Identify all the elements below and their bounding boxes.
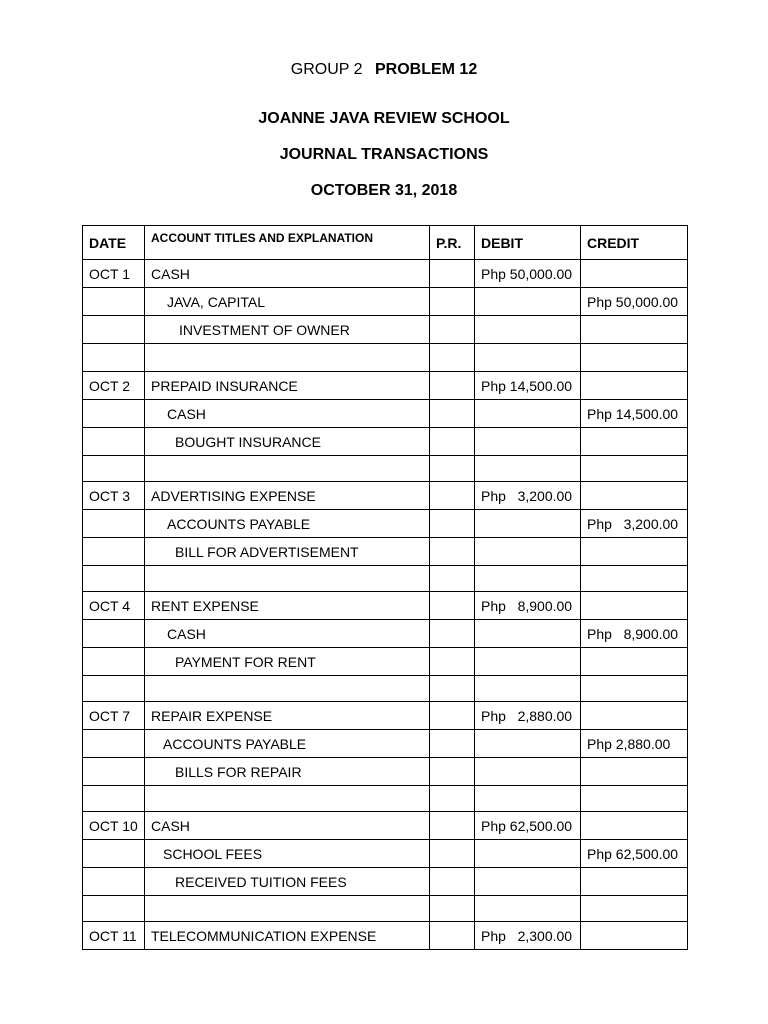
cell-account: BILL FOR ADVERTISEMENT — [145, 538, 430, 566]
cell-date: OCT 4 — [83, 592, 145, 620]
cell-credit: Php 50,000.00 — [581, 288, 688, 316]
cell-pr — [430, 896, 475, 922]
table-row — [83, 566, 688, 592]
cell-credit — [581, 538, 688, 566]
table-row — [83, 316, 688, 344]
cell-debit: Php 2,880.00 — [475, 702, 581, 730]
cell-account: RECEIVED TUITION FEES — [145, 868, 430, 896]
cell-account: ACCOUNTS PAYABLE — [145, 730, 430, 758]
table-header-row — [83, 226, 688, 260]
cell-account: BILLS FOR REPAIR — [145, 758, 430, 786]
cell-date — [83, 428, 145, 456]
cell-pr — [430, 812, 475, 840]
cell-credit: Php 2,880.00 — [581, 730, 688, 758]
cell-account: CASH — [145, 400, 430, 428]
cell-account — [145, 456, 430, 482]
table-row — [83, 702, 688, 730]
cell-debit: Php 3,200.00 — [475, 482, 581, 510]
cell-credit — [581, 482, 688, 510]
cell-pr — [430, 758, 475, 786]
cell-account: PREPAID INSURANCE — [145, 372, 430, 400]
cell-debit — [475, 456, 581, 482]
cell-credit — [581, 648, 688, 676]
cell-pr — [430, 288, 475, 316]
cell-pr — [430, 702, 475, 730]
cell-pr — [430, 620, 475, 648]
cell-debit: Php 8,900.00 — [475, 592, 581, 620]
cell-pr — [430, 510, 475, 538]
cell-date — [83, 786, 145, 812]
cell-pr — [430, 676, 475, 702]
cell-account — [145, 566, 430, 592]
journal-table — [82, 225, 688, 950]
cell-credit — [581, 456, 688, 482]
cell-date — [83, 316, 145, 344]
cell-account — [145, 896, 430, 922]
cell-debit: Php 50,000.00 — [475, 260, 581, 288]
cell-debit — [475, 730, 581, 758]
cell-pr — [430, 456, 475, 482]
group-label: GROUP 2 — [290, 61, 363, 78]
cell-credit — [581, 702, 688, 730]
cell-debit — [475, 676, 581, 702]
cell-debit — [475, 566, 581, 592]
cell-date — [83, 676, 145, 702]
cell-debit — [475, 510, 581, 538]
cell-credit — [581, 316, 688, 344]
cell-date — [83, 896, 145, 922]
cell-debit — [475, 786, 581, 812]
cell-debit: Php 14,500.00 — [475, 372, 581, 400]
table-row — [83, 730, 688, 758]
column-header-pr: P.R. — [430, 226, 475, 260]
cell-pr — [430, 566, 475, 592]
cell-account: BOUGHT INSURANCE — [145, 428, 430, 456]
cell-credit — [581, 868, 688, 896]
cell-debit — [475, 400, 581, 428]
cell-credit: Php 8,900.00 — [581, 620, 688, 648]
cell-account: CASH — [145, 620, 430, 648]
table-row — [83, 812, 688, 840]
table-row — [83, 922, 688, 950]
cell-debit — [475, 344, 581, 372]
cell-credit — [581, 812, 688, 840]
cell-account: CASH — [145, 812, 430, 840]
column-header-account: ACCOUNT TITLES AND EXPLANATION — [145, 226, 430, 260]
table-row — [83, 758, 688, 786]
cell-date — [83, 510, 145, 538]
cell-date — [83, 538, 145, 566]
cell-debit — [475, 428, 581, 456]
cell-account — [145, 786, 430, 812]
table-row — [83, 482, 688, 510]
cell-pr — [430, 840, 475, 868]
table-row — [83, 344, 688, 372]
cell-date: OCT 11 — [83, 922, 145, 950]
cell-credit — [581, 896, 688, 922]
cell-debit — [475, 620, 581, 648]
cell-pr — [430, 316, 475, 344]
cell-credit: Php 3,200.00 — [581, 510, 688, 538]
table-row — [83, 456, 688, 482]
document-title: JOURNAL TRANSACTIONS — [279, 146, 489, 163]
cell-debit: Php 2,300.00 — [475, 922, 581, 950]
table-row — [83, 428, 688, 456]
cell-debit — [475, 288, 581, 316]
cell-date — [83, 648, 145, 676]
cell-account — [145, 676, 430, 702]
cell-credit — [581, 676, 688, 702]
school-name: JOANNE JAVA REVIEW SCHOOL — [258, 110, 510, 127]
group-problem-line — [0, 61, 768, 79]
table-row — [83, 288, 688, 316]
cell-debit — [475, 896, 581, 922]
cell-pr — [430, 868, 475, 896]
cell-date — [83, 840, 145, 868]
journal-body — [83, 260, 688, 950]
cell-credit — [581, 372, 688, 400]
cell-account: TELECOMMUNICATION EXPENSE — [145, 922, 430, 950]
cell-pr — [430, 372, 475, 400]
cell-pr — [430, 922, 475, 950]
cell-credit — [581, 758, 688, 786]
cell-date: OCT 7 — [83, 702, 145, 730]
cell-debit: Php 62,500.00 — [475, 812, 581, 840]
cell-date — [83, 868, 145, 896]
cell-date — [83, 566, 145, 592]
cell-credit — [581, 592, 688, 620]
table-row — [83, 372, 688, 400]
cell-pr — [430, 592, 475, 620]
cell-account: REPAIR EXPENSE — [145, 702, 430, 730]
cell-date — [83, 758, 145, 786]
cell-account: RENT EXPENSE — [145, 592, 430, 620]
column-header-date: DATE — [83, 226, 145, 260]
cell-credit: Php 62,500.00 — [581, 840, 688, 868]
cell-account: CASH — [145, 260, 430, 288]
cell-account: SCHOOL FEES — [145, 840, 430, 868]
table-row — [83, 896, 688, 922]
problem-label: PROBLEM 12 — [374, 61, 478, 78]
cell-pr — [430, 786, 475, 812]
cell-date — [83, 730, 145, 758]
cell-credit — [581, 566, 688, 592]
cell-date — [83, 620, 145, 648]
column-header-debit: DEBIT — [475, 226, 581, 260]
cell-pr — [430, 344, 475, 372]
table-row — [83, 592, 688, 620]
cell-account: ADVERTISING EXPENSE — [145, 482, 430, 510]
cell-account: JAVA, CAPITAL — [145, 288, 430, 316]
cell-pr — [430, 400, 475, 428]
cell-credit — [581, 428, 688, 456]
cell-pr — [430, 730, 475, 758]
cell-pr — [430, 538, 475, 566]
table-row — [83, 840, 688, 868]
table-row — [83, 786, 688, 812]
table-row — [83, 620, 688, 648]
cell-pr — [430, 482, 475, 510]
cell-credit: Php 14,500.00 — [581, 400, 688, 428]
cell-account: PAYMENT FOR RENT — [145, 648, 430, 676]
table-row — [83, 400, 688, 428]
document-date: OCTOBER 31, 2018 — [310, 182, 458, 199]
cell-date: OCT 3 — [83, 482, 145, 510]
cell-debit — [475, 316, 581, 344]
cell-debit — [475, 868, 581, 896]
cell-debit — [475, 648, 581, 676]
cell-debit — [475, 840, 581, 868]
cell-date: OCT 10 — [83, 812, 145, 840]
cell-debit — [475, 538, 581, 566]
cell-pr — [430, 260, 475, 288]
cell-date — [83, 288, 145, 316]
cell-credit — [581, 344, 688, 372]
cell-credit — [581, 922, 688, 950]
cell-date: OCT 1 — [83, 260, 145, 288]
table-row — [83, 510, 688, 538]
cell-date — [83, 400, 145, 428]
table-row — [83, 260, 688, 288]
cell-date: OCT 2 — [83, 372, 145, 400]
cell-date — [83, 456, 145, 482]
cell-credit — [581, 786, 688, 812]
cell-account: INVESTMENT OF OWNER — [145, 316, 430, 344]
column-header-credit: CREDIT — [581, 226, 688, 260]
cell-credit — [581, 260, 688, 288]
cell-date — [83, 344, 145, 372]
table-row — [83, 676, 688, 702]
cell-account — [145, 344, 430, 372]
cell-account: ACCOUNTS PAYABLE — [145, 510, 430, 538]
table-row — [83, 538, 688, 566]
table-row — [83, 648, 688, 676]
cell-pr — [430, 648, 475, 676]
cell-pr — [430, 428, 475, 456]
table-row — [83, 868, 688, 896]
cell-debit — [475, 758, 581, 786]
